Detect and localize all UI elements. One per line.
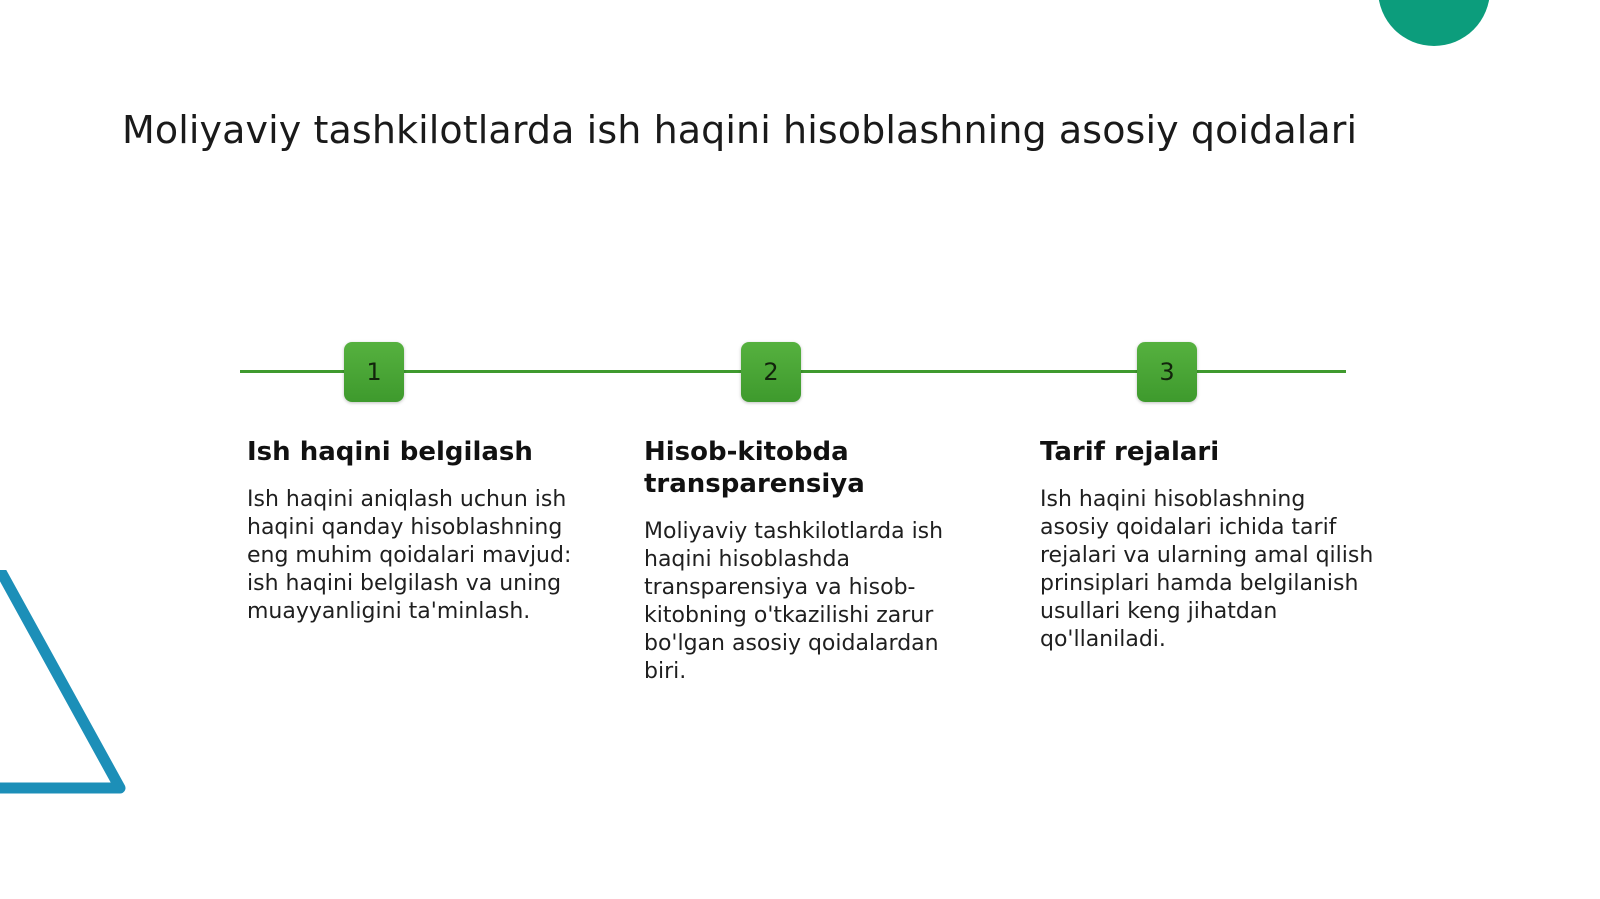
step-3-text: Ish haqini hisoblashning asosiy qoidalari ichida tarif rejalari va ularning amal qilish prinsiplari hamda belgilanish usullari keng jihatdan qo'llaniladi. [1040, 487, 1374, 652]
step-2 [644, 436, 984, 686]
step-2-marker: 2 [741, 342, 801, 402]
step-2-heading: Hisob-kitobda transparensiya [644, 437, 865, 499]
decorative-triangle [0, 570, 140, 810]
step-3 [1040, 436, 1380, 654]
step-1-marker: 1 [344, 342, 404, 402]
step-1 [247, 436, 587, 626]
step-3-heading: Tarif rejalari [1040, 437, 1220, 467]
step-2-text: Moliyaviy tashkilotlarda ish haqini hisoblashda transparensiya va hisob-kitobning o'tkazilishi zarur bo'lgan asosiy qoidalardan biri. [644, 519, 944, 684]
decorative-circle [1378, 0, 1490, 46]
step-1-text: Ish haqini aniqlash uchun ish haqini qanday hisoblashning eng muhim qoidalari mavjud: ish haqini belgilash va uning muayyanligini ta'minlash. [247, 487, 572, 624]
step-1-heading: Ish haqini belgilash [247, 437, 533, 467]
slide-title: Moliyaviy tashkilotlarda ish haqini hisoblashning asosiy qoidalari [122, 108, 1358, 152]
step-3-marker: 3 [1137, 342, 1197, 402]
